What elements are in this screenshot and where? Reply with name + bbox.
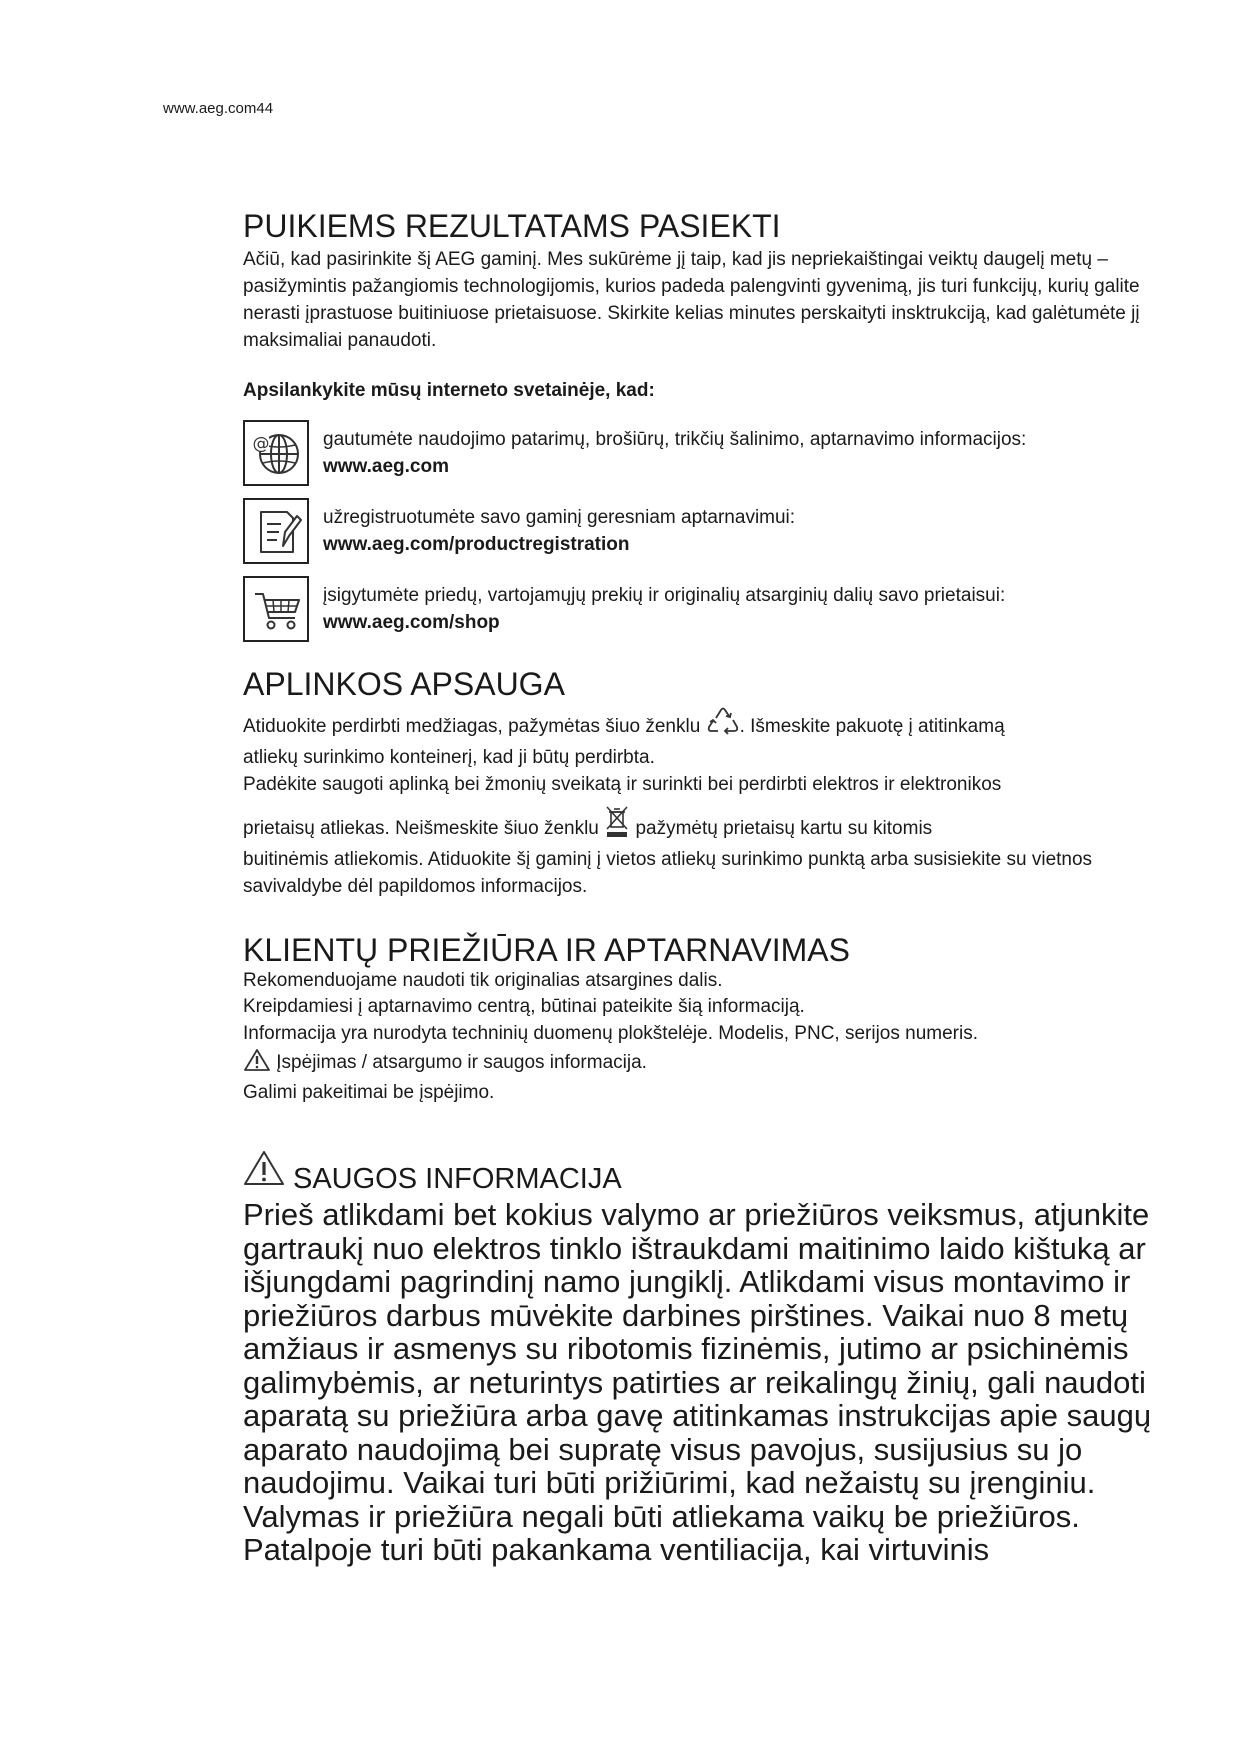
section-title-results: PUIKIEMS REZULTATAMS PASIEKTI	[243, 208, 781, 244]
section-title-environment: APLINKOS APSAUGA	[243, 666, 565, 702]
link-url-shop[interactable]: www.aeg.com/shop	[323, 612, 500, 633]
weee-paragraph-rest: buitinėmis atliekomis. Atiduokite šį gaminį į vietos atliekų surinkimo punktą arba susisiekite su vietnos savivaldybe dėl papildomos informacijos.	[243, 849, 1093, 897]
recycle-text-before: Atiduokite perdirbti medžiagas, pažymėtas šiuo ženklu	[243, 716, 706, 737]
section-title-safety: SAUGOS INFORMACIJA	[293, 1163, 622, 1195]
shopping-cart-icon	[243, 576, 309, 642]
link-url-support[interactable]: www.aeg.com	[323, 456, 449, 477]
link-description-registration: užregistruotumėte savo gaminį geresniam aptarnavimui:	[323, 507, 796, 528]
visit-heading: Apsilankykite mūsų interneto svetainėje, kad:	[243, 380, 655, 401]
header-url: www.aeg.com44	[163, 100, 274, 117]
website-links-list	[243, 420, 1163, 648]
link-item-shop	[243, 576, 1163, 648]
recycle-icon	[706, 706, 740, 744]
web-globe-icon	[243, 420, 309, 486]
intro-paragraph: Ačiū, kad pasirinkite šį AEG gaminį. Mes sukūrėme jį taip, kad jis nepriekaištingai veiktų daugelį metų – pasižymintis pažangiomis technologijomis, kurios padeda palengvinti gyvenimą, jis turi funkcijų, kurių galite nerasti įprastuose buitiniuose prietaisuose. Skirkite kelias minutes perskaityti insktrukciją, kad galėtumėte jį maksimaliai panaudoti.	[243, 249, 1140, 351]
safety-warning-icon	[243, 1150, 285, 1194]
link-url-registration[interactable]: www.aeg.com/productregistration	[323, 534, 630, 555]
care-line-5: Galimi pakeitimai be įspėjimo.	[243, 1082, 495, 1103]
customer-care-text	[243, 968, 1163, 1106]
safety-paragraph: Prieš atlikdami bet kokius valymo ar priežiūros veiksmus, atjunkite gartraukį nuo elektros tinklo ištraukdami maitinimo laido kištuką ar išjungdami pagrindinį namo jungiklį. Atlikdami visus montavimo ir priežiūros darbus mūvėkite darbines pirštines. Vaikai nuo 8 metų amžiaus ir asmenys su ribotomis fizinėmis, jutimo ar psichinėmis galimybėmis, ar neturintys patirties ar reikalingų žinių, gali naudoti aparatą su priežiūra arba gavę atitinkamas instrukcijas apie saugų aparato naudojimą bei supratę visus pavojus, susijusius su jo naudojimu. Vaikai turi būti prižiūrimi, kad nežaistų su įrenginiu. Valymas ir priežiūra negali būti atliekama vaikų be priežiūros. Patalpoje turi būti pakankama ventiliacija, kai virtuvinis	[243, 1197, 1152, 1567]
section-title-customer-care: KLIENTŲ PRIEŽIŪRA IR APTARNAVIMAS	[243, 932, 850, 968]
care-line-2: Kreipdamiesi į aptarnavimo centrą, būtinai pateikite šią informaciją.	[243, 996, 805, 1017]
weee-line-2	[243, 804, 1163, 846]
recycle-line-2: atliekų surinkimo konteinerį, kad ji būtų perdirbta.	[243, 747, 655, 768]
link-item-registration	[243, 498, 1163, 570]
weee-text-after: pažymėtų prietaisų kartu su kitomis	[630, 818, 933, 839]
crossed-bin-icon	[604, 804, 630, 846]
weee-line-1: Padėkite saugoti aplinką bei žmonių sveikatą ir surinkti bei perdirbti elektros ir elektronikos	[243, 774, 1002, 795]
svg-text:@: @	[252, 434, 270, 454]
link-description-shop: įsigytumėte priedų, vartojamųjų prekių ir originalių atsarginių dalių savo prietaisui:	[323, 585, 1006, 606]
warning-icon	[243, 1048, 271, 1080]
page-content	[243, 210, 1163, 1567]
weee-text-before: prietaisų atliekas. Neišmeskite šiuo ženklu	[243, 818, 605, 839]
link-item-support	[243, 420, 1163, 492]
recycle-text-after: . Išmeskite pakuotę į atitinkamą	[739, 716, 1005, 737]
registration-document-icon	[243, 498, 309, 564]
care-line-3: Informacija yra nurodyta techninių duomenų plokštelėje. Modelis, PNC, serijos numeris.	[243, 1023, 979, 1044]
link-description-support: gautumėte naudojimo patarimų, brošiūrų, trikčių šalinimo, aptarnavimo informacijos:	[323, 429, 1027, 450]
care-line-1: Rekomenduojame naudoti tik originalias atsargines dalis.	[243, 970, 723, 991]
care-line-4	[243, 1048, 1163, 1080]
environment-text	[243, 706, 1163, 900]
recycle-line	[243, 706, 1163, 744]
warning-legend-text: Įspėjimas / atsargumo ir saugos informacija.	[276, 1052, 647, 1073]
safety-title-row	[243, 1150, 1163, 1194]
